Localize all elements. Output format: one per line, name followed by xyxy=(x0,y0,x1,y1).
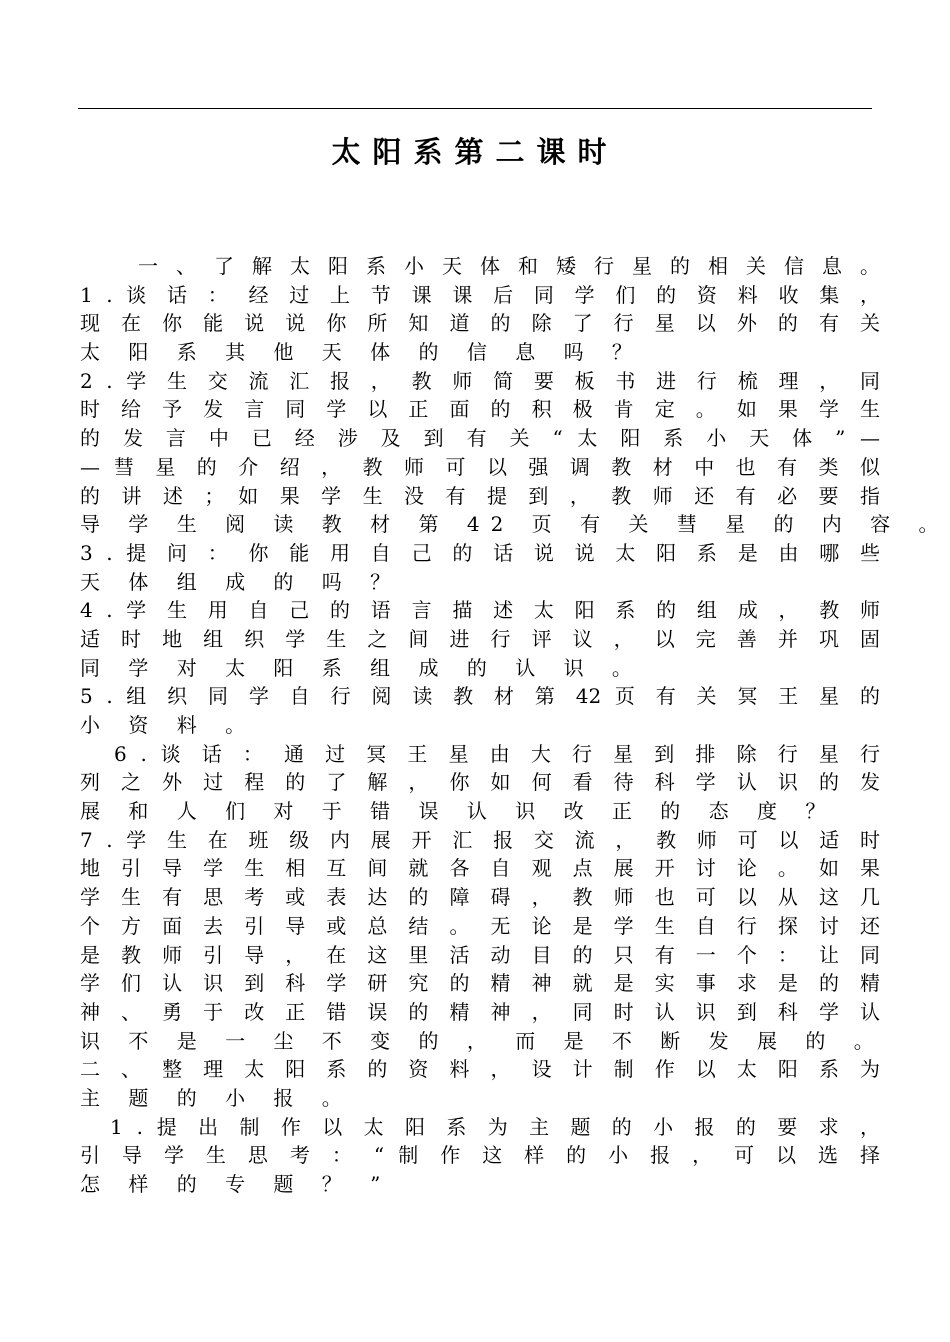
paragraph-line: 小 资 料 。 xyxy=(80,713,257,737)
paragraph-line: 1 . 谈 话 ： 经 过 上 节 课 课 后 同 学 们 的 资 料 收 集 ， xyxy=(80,282,880,307)
paragraph-line: — 彗 星 的 介 绍 ， 教 师 可 以 强 调 教 材 中 也 有 类 似 xyxy=(80,454,880,479)
paragraph-line: 适 时 地 组 织 学 生 之 间 进 行 评 议 ， 以 完 善 并 巩 固 xyxy=(80,626,880,651)
paragraph-line: 的 讲 述 ； 如 果 学 生 没 有 提 到 ， 教 师 还 有 必 要 指 xyxy=(80,483,880,508)
paragraph-line: 地 引 导 学 生 相 互 间 就 各 自 观 点 展 开 讨 论 。 如 果 xyxy=(80,856,880,881)
paragraph-line: 3 . 提 问 ： 你 能 用 自 己 的 话 说 说 太 阳 系 是 由 哪 些 xyxy=(80,540,880,565)
paragraph-line: 导 学 生 阅 读 教 材 第 42 页 有 关 彗 星 的 内 容 。 xyxy=(80,512,950,537)
paragraph-line: 是 教 师 引 导 ， 在 这 里 活 动 目 的 只 有 一 个 ： 让 同 xyxy=(80,942,880,967)
document-body xyxy=(80,252,950,1199)
paragraph-line: 展 和 人 们 对 于 错 误 认 识 改 正 的 态 度 ？ xyxy=(80,799,837,824)
paragraph-line: 的 发 言 中 已 经 涉 及 到 有 关 “ 太 阳 系 小 天 体 ” — xyxy=(80,426,880,451)
paragraph-line: 怎 样 的 专 题 ？ ” xyxy=(80,1172,392,1196)
paragraph-line: 一 、 了 解 太 阳 系 小 天 体 和 矮 行 星 的 相 关 信 息 。 xyxy=(138,254,880,278)
paragraph-line: 现 在 你 能 说 说 你 所 知 道 的 除 了 行 星 以 外 的 有 关 xyxy=(80,311,880,336)
paragraph-line: 神 、 勇 于 改 正 错 误 的 精 神 ， 同 时 认 识 到 科 学 认 xyxy=(80,999,880,1024)
paragraph-line: 列 之 外 过 程 的 了 解 ， 你 如 何 看 待 科 学 认 识 的 发 xyxy=(80,770,880,795)
page-title: 太阳系第二课时 xyxy=(331,135,619,169)
paragraph-line: 学 们 认 识 到 科 学 研 究 的 精 神 就 是 实 事 求 是 的 精 xyxy=(80,971,880,996)
paragraph-line: 天 体 组 成 的 吗 ？ xyxy=(80,569,402,594)
paragraph-line: 主 题 的 小 报 。 xyxy=(80,1085,353,1110)
paragraph-line: 4 . 学 生 用 自 己 的 语 言 描 述 太 阳 系 的 组 成 ， 教 师 xyxy=(80,598,880,623)
header-rule xyxy=(78,108,872,109)
paragraph-line: 1 . 提 出 制 作 以 太 阳 系 为 主 题 的 小 报 的 要 求 ， xyxy=(110,1114,880,1139)
paragraph-line: 太 阳 系 其 他 天 体 的 信 息 吗 ？ xyxy=(80,340,643,365)
paragraph-line: 识 不 是 一 尘 不 变 的 ， 而 是 不 断 发 展 的 。 xyxy=(80,1028,885,1053)
paragraph-line: 7 . 学 生 在 班 级 内 展 开 汇 报 交 流 ， 教 师 可 以 适 时 xyxy=(80,827,880,852)
paragraph-line: 同 学 对 太 阳 系 组 成 的 认 识 。 xyxy=(80,655,643,680)
paragraph-line: 5 . 组 织 同 学 自 行 阅 读 教 材 第 42 页 有 关 冥 王 星 的 xyxy=(80,684,880,709)
paragraph-line: 学 生 有 思 考 或 表 达 的 障 碍 ， 教 师 也 可 以 从 这 几 xyxy=(80,885,880,910)
paragraph-line: 引 导 学 生 思 考 ： “ 制 作 这 样 的 小 报 ， 可 以 选 择 xyxy=(80,1143,880,1168)
paragraph-line: 6 . 谈 话 ： 通 过 冥 王 星 由 大 行 星 到 排 除 行 星 行 xyxy=(114,741,880,766)
paragraph-line: 个 方 面 去 引 导 或 总 结 。 无 论 是 学 生 自 行 探 讨 还 xyxy=(80,913,880,938)
paragraph-line: 2 . 学 生 交 流 汇 报 ， 教 师 简 要 板 书 进 行 梳 理 ， 同 xyxy=(80,368,880,393)
paragraph-line: 时 给 予 发 言 同 学 以 正 面 的 积 极 肯 定 。 如 果 学 生 xyxy=(80,397,880,422)
paragraph-line: 二 、 整 理 太 阳 系 的 资 料 ， 设 计 制 作 以 太 阳 系 为 xyxy=(80,1057,880,1082)
